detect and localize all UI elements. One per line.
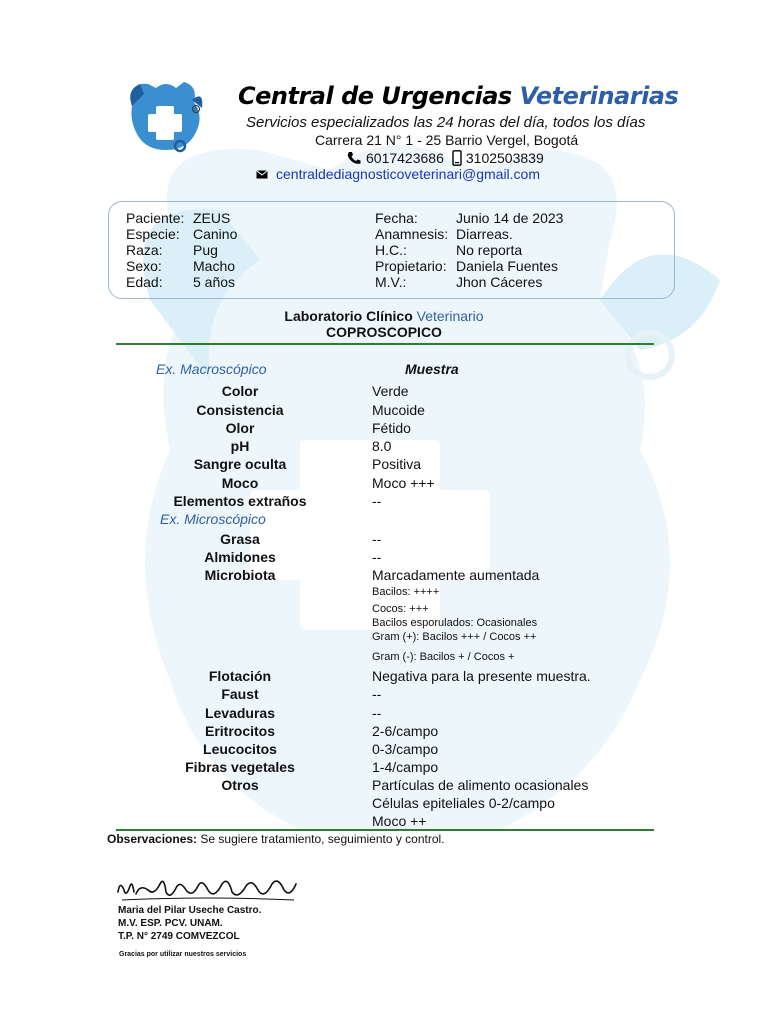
owner-value: Daniela Fuentes	[456, 258, 558, 274]
top-divider	[116, 343, 654, 345]
result-value: Verde	[372, 383, 409, 399]
result-value: Marcadamente aumentada	[372, 567, 540, 583]
result-value: Positiva	[372, 456, 422, 472]
otros-detail: Células epiteliales 0-2/campo	[372, 795, 555, 811]
lab-title-accent: Veterinario	[416, 308, 484, 324]
owner-label: Propietario:	[375, 258, 447, 274]
result-value: 1-4/campo	[372, 759, 439, 775]
phone-icon	[346, 151, 362, 165]
svg-text:R: R	[194, 107, 198, 112]
patient-info-box	[108, 201, 675, 299]
patient-name-value: ZEUS	[193, 210, 231, 226]
patient-name-label: Paciente:	[126, 210, 185, 226]
patient-sex-value: Macho	[193, 258, 236, 274]
clinic-email[interactable]: centraldediagnosticoveterinari@gmail.com	[276, 166, 541, 182]
result-label: Color	[221, 383, 259, 399]
result-label: Microbiota	[204, 567, 276, 583]
result-label: Almidones	[204, 549, 276, 565]
result-label: Faust	[221, 686, 259, 702]
phone-landline: 6017423686	[366, 150, 444, 166]
clinical-history-label: H.C.:	[375, 242, 407, 258]
result-label: Elementos extraños	[173, 493, 307, 509]
patient-species-value: Canino	[193, 226, 238, 242]
phone-mobile: 3102503839	[465, 150, 544, 166]
patient-age-label: Edad:	[126, 274, 163, 290]
clinic-address: Carrera 21 N° 1 - 25 Barrio Vergel, Bogotá	[315, 132, 579, 148]
result-value: Fétido	[372, 420, 411, 436]
clinic-phones	[346, 150, 544, 166]
result-value: --	[372, 531, 382, 547]
clinic-logo	[126, 76, 206, 154]
signer-license: T.P. N° 2749 COMVEZCOL	[118, 931, 240, 942]
vet-label: M.V.:	[375, 274, 407, 290]
result-label: Fibras vegetales	[185, 759, 295, 775]
exam-name: COPROSCOPICO	[326, 324, 442, 340]
result-value: Mucoide	[372, 402, 425, 418]
otros-detail: Moco ++	[372, 813, 427, 829]
micro-heading: Ex. Microscópico	[160, 511, 266, 527]
clinical-history-value: No reporta	[456, 242, 523, 258]
sample-heading: Muestra	[405, 361, 459, 377]
result-value: 8.0	[372, 438, 392, 454]
result-label: Olor	[225, 420, 255, 436]
result-label: Grasa	[220, 531, 260, 547]
clinic-name-accent: Veterinarias	[519, 82, 679, 110]
microbiota-detail: Bacilos: ++++	[372, 586, 440, 598]
signer-credentials: M.V. ESP. PCV. UNAM.	[118, 918, 223, 929]
envelope-icon	[256, 170, 268, 179]
date-label: Fecha:	[375, 210, 418, 226]
handwritten-signature	[114, 870, 304, 910]
patient-sex-label: Sexo:	[126, 258, 162, 274]
result-label: Levaduras	[204, 705, 276, 721]
microbiota-detail: Cocos: +++	[372, 603, 429, 615]
result-label: Eritrocitos	[204, 723, 275, 739]
anamnesis-value: Diarreas.	[456, 226, 513, 242]
patient-breed-value: Pug	[193, 242, 218, 258]
anamnesis-label: Anamnesis:	[375, 226, 449, 242]
result-label: Moco	[221, 475, 259, 491]
clinic-tagline: Servicios especializados las 24 horas del día, todos los días	[246, 114, 646, 131]
result-value: --	[372, 705, 382, 721]
signer-name: Maria del Pilar Useche Castro.	[118, 905, 262, 916]
observations-label: Observaciones:	[107, 832, 198, 846]
microbiota-detail: Bacilos esporulados: Ocasionales	[372, 617, 538, 629]
result-label: Leucocitos	[203, 741, 277, 757]
vet-value: Jhon Cáceres	[456, 274, 543, 290]
result-label: Consistencia	[196, 402, 284, 418]
mobile-phone-icon	[452, 150, 462, 166]
result-value: --	[372, 686, 382, 702]
clinic-name	[238, 82, 678, 110]
result-value: 0-3/campo	[372, 741, 439, 757]
microbiota-detail: Gram (-): Bacilos + / Cocos +	[372, 651, 515, 663]
result-value: Partículas de alimento ocasionales	[372, 777, 589, 793]
clinic-name-main: Central de Urgencias	[238, 82, 512, 110]
thanks-note: Gracias por utilizar nuestros servicios	[119, 951, 247, 958]
result-label: Flotación	[208, 668, 272, 684]
observations-text: Se sugiere tratamiento, seguimiento y control.	[200, 832, 445, 846]
date-value: Junio 14 de 2023	[456, 210, 564, 226]
lab-title-main: Laboratorio Clínico	[284, 308, 413, 324]
bottom-divider	[116, 829, 654, 831]
result-value: --	[372, 493, 382, 509]
result-value: Moco +++	[372, 475, 435, 491]
observations	[107, 832, 445, 846]
lab-title	[0, 308, 768, 324]
result-value: Negativa para la presente muestra.	[372, 668, 591, 684]
result-value: --	[372, 549, 382, 565]
patient-species-label: Especie:	[126, 226, 180, 242]
result-value: 2-6/campo	[372, 723, 439, 739]
clinic-email-row	[256, 166, 540, 182]
microbiota-detail: Gram (+): Bacilos +++ / Cocos ++	[372, 631, 537, 643]
patient-breed-label: Raza:	[126, 242, 163, 258]
result-label: pH	[230, 438, 250, 454]
patient-age-value: 5 años	[193, 274, 236, 290]
macro-heading: Ex. Macroscópico	[156, 361, 267, 377]
result-label: Sangre oculta	[193, 456, 287, 472]
result-label: Otros	[221, 777, 259, 793]
